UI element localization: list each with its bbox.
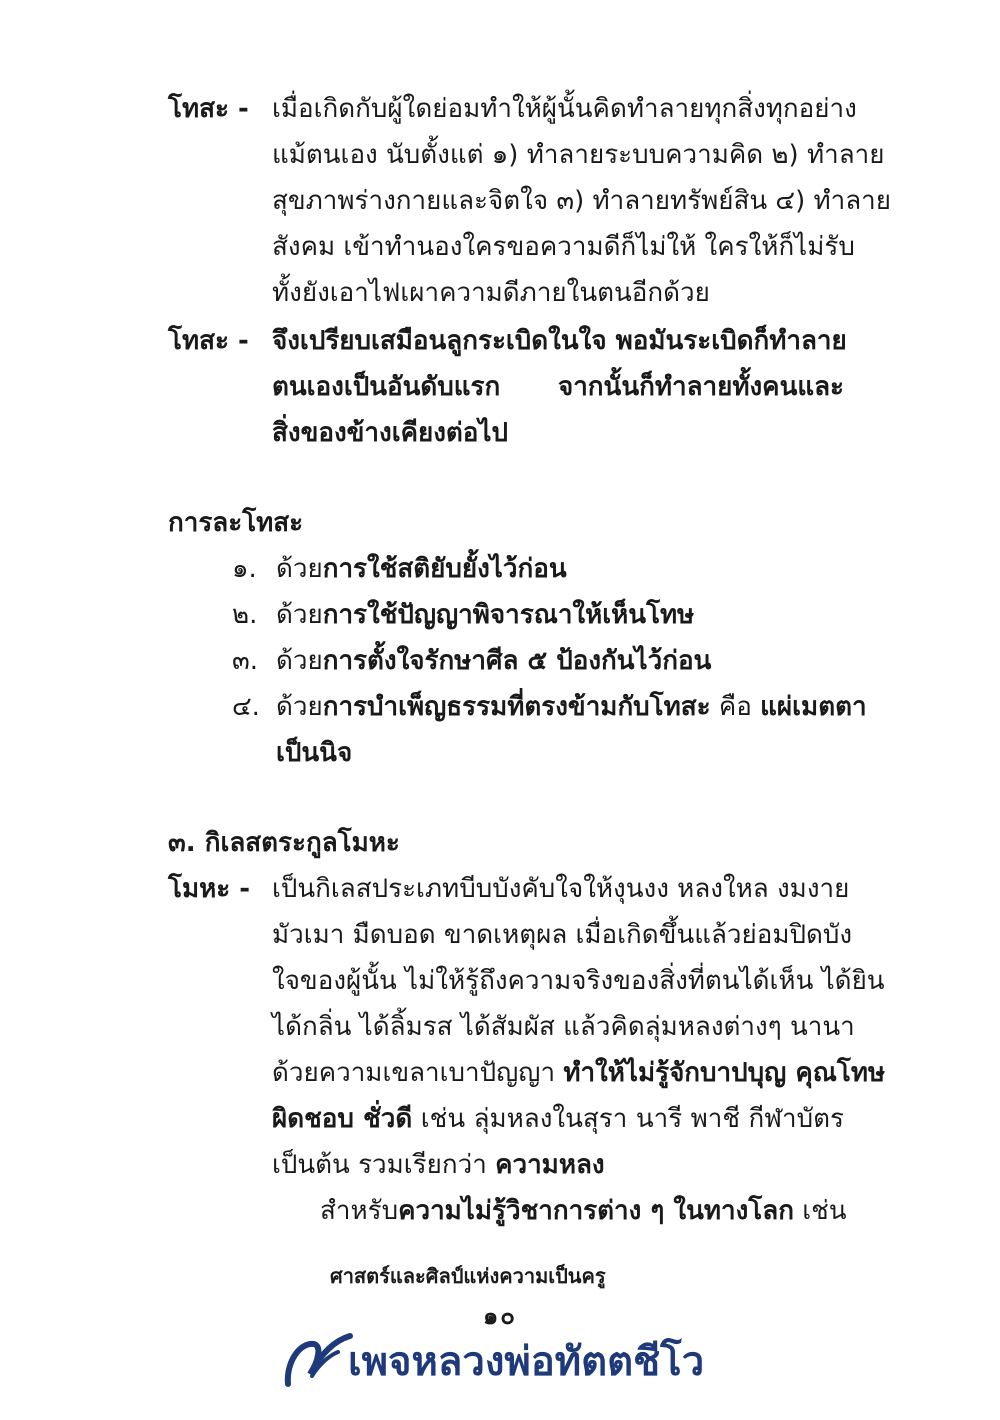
text-line bbox=[232, 684, 867, 730]
text-line: สุขภาพร่างกายและจิตใจ ๓) ทำลายทรัพย์สิน ๔) ทำลาย bbox=[272, 186, 891, 216]
text-plain: ด้วยความเขลาเบาปัญญา bbox=[272, 1058, 564, 1088]
term-label: โทสะ - bbox=[168, 326, 249, 356]
book-title: ศาสตร์และศิลป์แห่งความเป็นครู bbox=[330, 1264, 606, 1288]
list-item bbox=[232, 592, 844, 638]
term-label: โทสะ - bbox=[168, 94, 249, 124]
text-line: จึงเปรียบเสมือนลูกระเบิดในใจ พอมันระเบิดก็ทำลาย bbox=[272, 326, 847, 356]
item-bold: การตั้งใจรักษาศีล ๕ ป้องกันไว้ก่อน bbox=[322, 646, 712, 676]
text-line: สิ่งของข้างเคียงต่อไป bbox=[272, 418, 509, 448]
text-line: ใจของผู้นั้น ไม่ให้รู้ถึงความจริงของสิ่งที่ตนได้เห็น ได้ยิน bbox=[272, 966, 885, 996]
item-bold: แผ่เมตตา bbox=[760, 692, 867, 722]
page-number: ๑๐ bbox=[483, 1302, 517, 1330]
remedy-list bbox=[232, 546, 867, 776]
text-bold: ความหลง bbox=[495, 1150, 605, 1180]
text-line: เป็นนิจ bbox=[276, 738, 353, 768]
text-line bbox=[272, 1096, 844, 1142]
text-line: ทั้งยังเอาไฟเผาความดีภายในตนอีกด้วย bbox=[272, 278, 710, 308]
text-line: สังคม เข้าทำนองใครขอความดีก็ไม่ให้ ใครให้ก็ไม่รับ bbox=[272, 232, 855, 262]
list-number: ๔. bbox=[232, 692, 260, 722]
list-item bbox=[232, 684, 867, 776]
text-line: เป็นกิเลสประเภทบีบบังคับใจให้งุนงง หลงใหล งมงาย bbox=[272, 874, 850, 904]
text-plain: เป็นต้น รวมเรียกว่า bbox=[272, 1150, 496, 1180]
item-prefix: ด้วย bbox=[276, 692, 323, 722]
definition-dosa-1 bbox=[168, 86, 891, 316]
text-line bbox=[272, 1050, 886, 1096]
text-bold: ทำให้ไม่รู้จักบาปบุญ คุณโทษ bbox=[563, 1058, 886, 1088]
item-prefix: ด้วย bbox=[276, 600, 323, 630]
text-line: แม้ตนเอง นับตั้งแต่ ๑) ทำลายระบบความคิด ๒) ทำลาย bbox=[272, 140, 885, 170]
item-prefix: ด้วย bbox=[276, 554, 323, 584]
definition-dosa-2 bbox=[168, 318, 848, 458]
item-bold: การบำเพ็ญธรรมที่ตรงข้ามกับโทสะ bbox=[322, 692, 711, 722]
text-bold: ผิดชอบ ชั่วดี bbox=[272, 1104, 413, 1134]
text-plain: สำหรับ bbox=[320, 1196, 399, 1226]
text-line bbox=[272, 1188, 847, 1234]
text-line: เมื่อเกิดกับผู้ใดย่อมทำให้ผู้นั้นคิดทำลายทุกสิ่งทุกอย่าง bbox=[272, 94, 857, 124]
brand-logo bbox=[278, 1322, 738, 1402]
definition-moha bbox=[168, 866, 886, 1246]
section-heading: การละโทสะ bbox=[168, 508, 304, 538]
item-bold: การใช้ปัญญาพิจารณาให้เห็นโทษ bbox=[322, 600, 695, 630]
term-label: โมหะ - bbox=[168, 874, 251, 904]
definition-body bbox=[272, 86, 891, 316]
text-bold: ความไม่รู้วิชาการต่าง ๆ ในทางโลก bbox=[398, 1196, 794, 1226]
text-plain: เช่น bbox=[793, 1196, 847, 1226]
brand-name: เพจหลวงพ่อทัตตชีโว bbox=[348, 1339, 705, 1385]
definition-body bbox=[272, 866, 886, 1234]
definition-body bbox=[272, 318, 847, 456]
list-item bbox=[232, 546, 844, 592]
text-line: ตนเองเป็นอันดับแรก จากนั้นก็ทำลายทั้งคนและ bbox=[272, 372, 844, 402]
list-number: ๑. bbox=[232, 554, 257, 584]
text-line: ได้กลิ่น ได้ลิ้มรส ได้สัมผัส แล้วคิดลุ่มหลงต่างๆ นานา bbox=[272, 1012, 855, 1042]
item-bold: การใช้สติยับยั้งไว้ก่อน bbox=[322, 554, 567, 584]
list-item bbox=[232, 638, 844, 684]
section-heading: ๓. กิเลสตระกูลโมหะ bbox=[168, 828, 400, 858]
item-prefix: ด้วย bbox=[276, 646, 323, 676]
text-line: มัวเมา มืดบอด ขาดเหตุผล เมื่อเกิดขึ้นแล้วย่อมปิดบัง bbox=[272, 920, 853, 950]
brand-mark-icon bbox=[278, 1322, 358, 1402]
list-number: ๓. bbox=[232, 646, 259, 676]
item-mid: คือ bbox=[710, 692, 761, 722]
text-plain: เช่น ลุ่มหลงในสุรา นารี พาชี กีฬาบัตร bbox=[412, 1104, 844, 1134]
list-number: ๒. bbox=[232, 600, 258, 630]
text-line bbox=[272, 1142, 844, 1188]
